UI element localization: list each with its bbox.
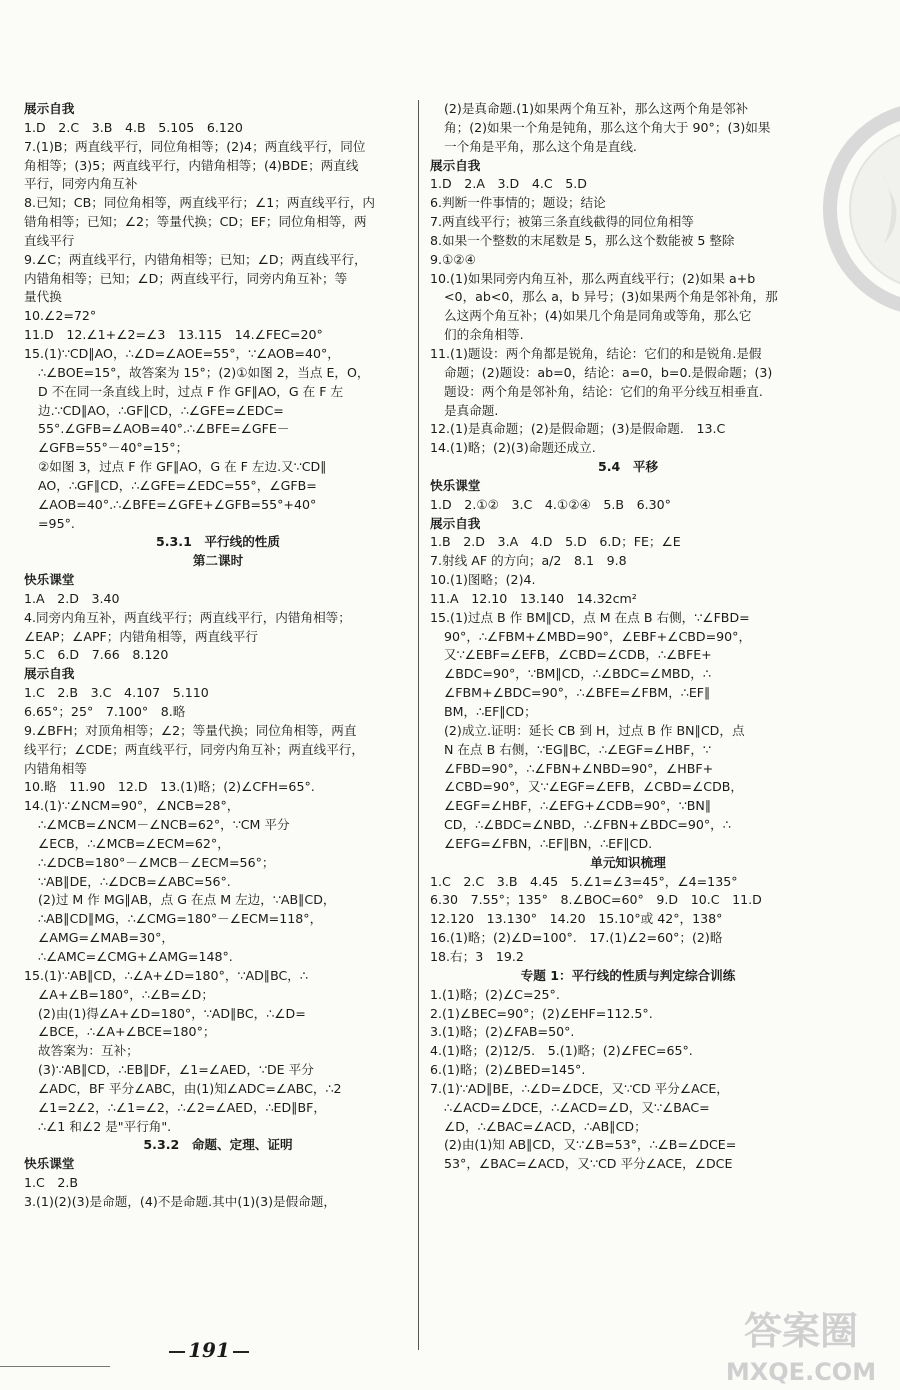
answer-line: 1.A 2.D 3.40 bbox=[24, 590, 120, 606]
answer-line: ∴∠AMC=∠CMG+∠AMG=148°. bbox=[38, 948, 233, 964]
answer-line: 15.(1)∵AB∥CD，∴∠A+∠D=180°，∵AD∥BC，∴ bbox=[24, 967, 308, 983]
answer-line: 7.(1)∵AD∥BE，∴∠D=∠DCE，又∵CD 平分∠ACE， bbox=[430, 1080, 729, 1096]
lesson-title: 5.4 平移 bbox=[597, 459, 659, 475]
page-number: 191 bbox=[0, 1338, 418, 1362]
answer-line: 55°.∠GFB=∠AOB=40°.∴∠BFE=∠GFE－ bbox=[38, 421, 290, 437]
answer-line: 10.∠2=72° bbox=[24, 308, 97, 324]
answer-line: (2)成立.证明：延长 CB 到 H，过点 B 作 BN∥CD，点 bbox=[444, 722, 745, 738]
watermark-url: MXQE.COM bbox=[725, 1358, 877, 1386]
answer-line: 53°，∠BAC=∠ACD，又∵CD 平分∠ACE，∠DCE bbox=[444, 1156, 733, 1172]
answer-line: 1.C 2.B bbox=[24, 1175, 79, 1191]
answer-line: 6.30 7.55°；135° 8.∠BOC=60° 9.D 10.C 11.D bbox=[430, 892, 762, 908]
answer-line: ∠AMG=∠MAB=30°， bbox=[38, 930, 174, 946]
column-divider bbox=[418, 100, 419, 1350]
answer-line: ∴∠BOE=15°，故答案为 15°；(2)①如图 2，当点 E，O， bbox=[38, 364, 370, 380]
section-heading: 展示自我 bbox=[24, 666, 75, 682]
answer-line: AO，∴GF∥CD，∴∠GFE=∠EDC=55°，∠GFB= bbox=[38, 477, 317, 493]
answer-line: 11.D 12.∠1+∠2=∠3 13.115 14.∠FEC=20° bbox=[24, 327, 323, 343]
answer-line: ∴∠1 和∠2 是"平行角". bbox=[38, 1118, 172, 1134]
answer-line: 8.如果一个整数的末尾数是 5，那么这个数能被 5 整除 bbox=[430, 232, 735, 248]
answer-line: 7.两直线平行；被第三条直线截得的同位角相等 bbox=[430, 214, 694, 230]
answer-line: 10.(1)图略；(2)4. bbox=[430, 572, 536, 588]
section-heading: 展示自我 bbox=[430, 515, 481, 531]
lesson-title: 单元知识梳理 bbox=[590, 854, 666, 870]
lesson-title: 专题 1：平行线的性质与判定综合训练 bbox=[520, 967, 736, 983]
footer-rule bbox=[0, 1366, 110, 1367]
answer-line: 么这两个角互补；(4)如果几个角是同角或等角，那么它 bbox=[444, 308, 752, 324]
site-watermark bbox=[706, 1300, 896, 1388]
answer-line: ∠ECB，∴∠MCB=∠ECM=62°， bbox=[38, 835, 230, 851]
answer-line: 量代换 bbox=[24, 289, 62, 305]
answer-line: ∠ADC，BF 平分∠ABC，由(1)知∠ADC=∠ABC，∴2 bbox=[38, 1080, 342, 1096]
answer-line: 90°，∴∠FBM+∠MBD=90°，∠EBF+∠CBD=90°， bbox=[444, 628, 752, 644]
answer-line: ②如图 3，过点 F 作 GF∥AO，G 在 F 左边.又∵CD∥ bbox=[38, 459, 327, 475]
answer-line: ∴∠ACD=∠DCE，∴∠ACD=∠D，又∵∠BAC= bbox=[444, 1099, 710, 1115]
section-heading: 快乐课堂 bbox=[24, 572, 75, 588]
answer-column-right bbox=[430, 100, 826, 1174]
answer-line: 7.射线 AF 的方向；a/2 8.1 9.8 bbox=[430, 553, 627, 569]
answer-line: 11.A 12.10 13.140 14.32cm² bbox=[430, 590, 637, 606]
answer-line: 7.(1)B；两直线平行，同位角相等；(2)4；两直线平行，同位 bbox=[24, 138, 366, 154]
answer-line: 15.(1)过点 B 作 BM∥CD，点 M 在点 B 右侧，∵∠FBD= bbox=[430, 609, 750, 625]
answer-line: 4.(1)略；(2)12/5. 5.(1)略；(2)∠FEC=65°. bbox=[430, 1043, 693, 1059]
answer-line: 直线平行 bbox=[24, 232, 75, 248]
answer-line: 9.∠C；两直线平行，内错角相等；已知；∠D；两直线平行， bbox=[24, 251, 367, 267]
answer-line: N 在点 B 右侧，∵EG∥BC，∴∠EGF=∠HBF，∵ bbox=[444, 741, 711, 757]
answer-line: ∠AOB=40°.∴∠BFE=∠GFE+∠GFB=55°+40° bbox=[38, 496, 317, 512]
answer-line: 2.(1)∠BEC=90°；(2)∠EHF=112.5°. bbox=[430, 1005, 653, 1021]
section-heading: 快乐课堂 bbox=[430, 477, 481, 493]
answer-line: 15.(1)∵CD∥AO，∴∠D=∠AOE=55°，∵∠AOB=40°， bbox=[24, 345, 340, 361]
answer-line: 6.(1)略；(2)∠BED=145°. bbox=[430, 1062, 586, 1078]
watermark-logo-text: 答案圈 bbox=[743, 1309, 859, 1353]
answer-line: 们的余角相等. bbox=[444, 327, 524, 343]
answer-line: 1.D 2.①② 3.C 4.①②④ 5.B 6.30° bbox=[430, 496, 671, 512]
answer-line: 1.(1)略；(2)∠C=25°. bbox=[430, 986, 560, 1002]
section-heading: 展示自我 bbox=[24, 101, 75, 116]
answer-line: (2)过 M 作 MG∥AB，点 G 在点 M 左边，∵AB∥CD， bbox=[38, 892, 336, 908]
answer-line: 9.①②④ bbox=[430, 251, 476, 267]
answer-line: 10.略 11.90 12.D 13.(1)略；(2)∠CFH=65°. bbox=[24, 779, 315, 795]
answer-line: ∠BCE，∴∠A+∠BCE=180°； bbox=[38, 1024, 216, 1040]
answer-line: =95°. bbox=[38, 515, 75, 531]
answer-line: 内错角相等；已知；∠D；两直线平行，同旁内角互补；等 bbox=[24, 270, 348, 286]
answer-line: ∠FBM+∠BDC=90°，∴∠BFE=∠FBM，∴EF∥ bbox=[444, 685, 711, 701]
section-heading: 展示自我 bbox=[430, 157, 481, 173]
answer-line: 1.D 2.C 3.B 4.B 5.105 6.120 bbox=[24, 119, 243, 135]
answer-line: 1.B 2.D 3.A 4.D 5.D 6.D；FE；∠E bbox=[430, 534, 681, 550]
answer-line: 角；(2)如果一个角是钝角，那么这个角大于 90°；(3)如果 bbox=[444, 119, 771, 135]
answer-line: ∠EAP；∠APF；内错角相等，两直线平行 bbox=[24, 628, 258, 644]
answer-line: 1.C 2.B 3.C 4.107 5.110 bbox=[24, 685, 209, 701]
answer-line: 内错角相等 bbox=[24, 760, 87, 776]
answer-line: 16.(1)略；(2)∠D=100°. 17.(1)∠2=60°；(2)略 bbox=[430, 930, 723, 946]
answer-line: ∠CBD=90°，又∵∠EGF=∠EFB，∠CBD=∠CDB， bbox=[444, 779, 744, 795]
answer-line: CD，∴∠BDC=∠NBD，∴∠FBN+∠BDC=90°，∴ bbox=[444, 817, 731, 833]
answer-line: 平行，同旁内角互补 bbox=[24, 176, 138, 192]
answer-line: ∠BDC=90°，∵BM∥CD，∴∠BDC=∠MBD，∴ bbox=[444, 666, 711, 682]
answer-line: 角相等；(3)5；两直线平行，内错角相等；(4)BDE；两直线 bbox=[24, 157, 359, 173]
answer-line: 18.右；3 19.2 bbox=[430, 948, 524, 964]
answer-line: 14.(1)略；(2)(3)命题还成立. bbox=[430, 440, 596, 456]
answer-line: 线平行；∠CDE；两直线平行，同旁内角互补；两直线平行， bbox=[24, 741, 364, 757]
answer-line: 6.判断一件事情的；题设；结论 bbox=[430, 195, 606, 211]
answer-line: 又∵∠EBF=∠EFB，∠CBD=∠CDB，∴∠BFE+ bbox=[444, 647, 712, 663]
answer-line: 边.∵CD∥AO，∴GF∥CD，∴∠GFE=∠EDC= bbox=[38, 402, 284, 418]
answer-line: 是真命题. bbox=[444, 402, 499, 418]
answer-line: ∠EFG=∠FBN，∴EF∥BN，∴EF∥CD. bbox=[444, 835, 653, 851]
answer-line: BM，∴EF∥CD； bbox=[444, 704, 537, 719]
answer-line: ∵AB∥DE，∴∠DCB=∠ABC=56°. bbox=[38, 873, 231, 889]
answer-line: D 不在同一条直线上时，过点 F 作 GF∥AO，G 在 F 左 bbox=[38, 383, 344, 399]
answer-line: (2)是真命题.(1)如果两个角互补，那么这两个角是邻补 bbox=[444, 101, 749, 116]
answer-line: 9.∠BFH；对顶角相等；∠2；等量代换；同位角相等，两直 bbox=[24, 722, 357, 738]
answer-line: ∠GFB=55°－40°=15°； bbox=[38, 440, 189, 456]
answer-column-left bbox=[24, 100, 412, 1212]
answer-line: 命题；(2)题设：ab=0，结论：a=0，b=0.是假命题；(3) bbox=[444, 364, 773, 380]
answer-line: 10.(1)如果同旁内角互补，那么两直线平行；(2)如果 a+b bbox=[430, 270, 756, 286]
answer-line: 1.D 2.A 3.D 4.C 5.D bbox=[430, 176, 587, 192]
answer-line: (2)由(1)得∠A+∠D=180°，∵AD∥BC，∴∠D= bbox=[38, 1005, 306, 1021]
answer-line: 4.同旁内角互补，两直线平行；两直线平行，内错角相等； bbox=[24, 609, 351, 625]
answer-line: 12.120 13.130° 14.20 15.10°或 42°，138° bbox=[430, 911, 723, 927]
section-heading: 快乐课堂 bbox=[24, 1156, 75, 1172]
answer-line: 14.(1)∵∠NCM=90°，∠NCB=28°， bbox=[24, 798, 240, 814]
answer-line: <0，ab<0，那么 a，b 异号；(3)如果两个角是邻补角，那 bbox=[444, 289, 778, 305]
answer-line: 3.(1)略；(2)∠FAB=50°. bbox=[430, 1024, 575, 1040]
answer-line: ∠FBD=90°，∴∠FBN+∠NBD=90°，∠HBF+ bbox=[444, 760, 714, 776]
answer-line: 11.(1)题设：两个角都是锐角，结论：它们的和是锐角.是假 bbox=[430, 345, 762, 361]
answer-line: (3)∵AB∥CD，∴EB∥DF，∠1=∠AED，∵DE 平分 bbox=[38, 1062, 314, 1078]
answer-line: 6.65°；25° 7.100° 8.略 bbox=[24, 704, 186, 719]
answer-line: ∠D，∴∠BAC=∠ACD，∴AB∥CD； bbox=[444, 1118, 647, 1134]
answer-line: ∴∠DCB=180°－∠MCB－∠ECM=56°； bbox=[38, 854, 275, 870]
answer-line: ∠EGF=∠HBF，∴∠EFG+∠CDB=90°，∵BN∥ bbox=[444, 798, 712, 814]
answer-line: 5.C 6.D 7.66 8.120 bbox=[24, 647, 169, 663]
corner-stamp-seal bbox=[822, 104, 900, 314]
answer-line: 题设：两个角是邻补角，结论：它们的角平分线互相垂直. bbox=[444, 383, 763, 399]
lesson-title: 5.3.2 命题、定理、证明 bbox=[143, 1137, 293, 1153]
answer-line: 故答案为：互补； bbox=[38, 1043, 139, 1059]
lesson-title: 5.3.1 平行线的性质 bbox=[155, 534, 280, 550]
answer-line: 错角相等；已知；∠2；等量代换；CD；EF；同位角相等，两 bbox=[24, 214, 367, 230]
lesson-title: 第二课时 bbox=[192, 553, 244, 569]
answer-line: 1.C 2.C 3.B 4.45 5.∠1=∠3=45°，∠4=135° bbox=[430, 873, 738, 889]
answer-line: 12.(1)是真命题；(2)是假命题；(3)是假命题. 13.C bbox=[430, 421, 726, 437]
answer-line: ∴∠MCB=∠NCM－∠NCB=62°，∵CM 平分 bbox=[38, 817, 290, 833]
answer-line: ∠1=2∠2，∴∠1=∠2，∴∠2=∠AED，∴ED∥BF， bbox=[38, 1099, 326, 1115]
answer-line: 8.已知；CB；同位角相等，两直线平行；∠1；两直线平行，内 bbox=[24, 195, 376, 211]
answer-line: (2)由(1)知 AB∥CD，又∵∠B=53°，∴∠B=∠DCE= bbox=[444, 1137, 737, 1153]
answer-line: 3.(1)(2)(3)是命题，(4)不是命题.其中(1)(3)是假命题， bbox=[24, 1193, 336, 1209]
answer-line: 一个角是平角，那么这个角是直线. bbox=[444, 138, 637, 154]
answer-line: ∴AB∥CD∥MG，∴∠CMG=180°－∠ECM=118°， bbox=[38, 911, 323, 927]
answer-line: ∠A+∠B=180°，∴∠B=∠D； bbox=[38, 986, 214, 1002]
